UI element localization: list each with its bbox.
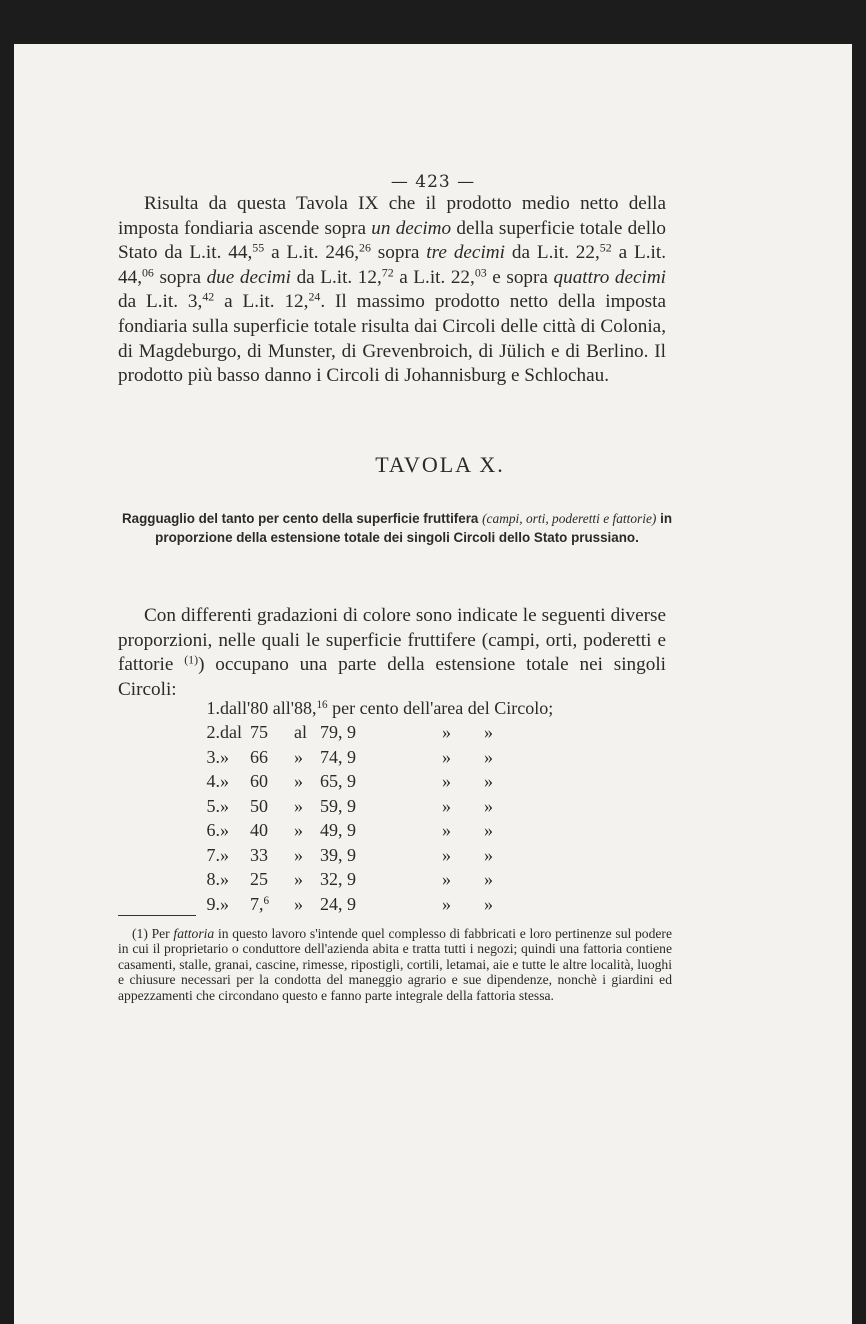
row-from-value: 66 xyxy=(250,746,268,767)
row-ditto: » xyxy=(484,795,493,816)
row-from-label: » xyxy=(220,795,229,816)
footnote: (1) Per fattoria in questo lavoro s'intende quel complesso di fabbricati e loro pertinenze sul podere in cui il proprietario o conduttore dell'azienda abita e tratta tutti i negozi; quindi una fattoria contiene casamenti, stalle, granai, cascine, rimesse, ripostigli, cortili, letamai, aie e tutte le altre località, luoghi e chiusure necessari per la condotta del maneggio agrario e sue dipendenze, nonchè i giardini ed appezzamenti che circondano questo e fanno parte integrale della fattoria stessa. xyxy=(118,926,672,1003)
row-ditto: » xyxy=(484,844,493,865)
row-to-value: 79, 9 xyxy=(320,722,356,743)
table-caption: Ragguaglio del tanto per cento della superficie fruttifera (campi, orti, poderetti e fattorie) in proporzione della estensione totale dei singoli Circoli dello Stato prussiano. xyxy=(121,511,673,545)
row-to-label: » xyxy=(294,844,303,865)
row-to-value: 49, 9 xyxy=(320,820,356,841)
row-from-value: 60 xyxy=(250,771,268,792)
list-row xyxy=(184,696,564,721)
row-to-value: 59, 9 xyxy=(320,795,356,816)
row-to-label: » xyxy=(294,795,303,816)
row-from-label: » xyxy=(220,869,229,890)
proportions-list xyxy=(184,696,564,917)
paragraph-proportions: Con differenti gradazioni di colore sono indicate le seguenti diverse proporzioni, nelle quali le superficie fruttifere (campi, orti, poderetti e fattorie $^{(1)}$) occupano una parte della estensione totale nei singoli Circoli: xyxy=(118,605,666,700)
row-to-label: » xyxy=(294,893,303,914)
row-ditto: » xyxy=(442,795,451,816)
row-ditto: » xyxy=(442,820,451,841)
row-ditto: » xyxy=(484,746,493,767)
row-to-value: 39, 9 xyxy=(320,844,356,865)
row-from-value: 50 xyxy=(250,795,268,816)
row-ditto: » xyxy=(484,893,493,914)
row-ditto: » xyxy=(442,771,451,792)
row-to-value: 24, 9 xyxy=(320,893,356,914)
row-ditto: » xyxy=(484,869,493,890)
row-to-label: al xyxy=(294,722,307,743)
row-from-label: » xyxy=(220,746,229,767)
list-row xyxy=(184,770,564,795)
row-from-value: 25 xyxy=(250,869,268,890)
footnote-rule xyxy=(118,915,196,916)
row-to-label: » xyxy=(294,746,303,767)
list-row xyxy=(184,721,564,746)
row-from-value: 33 xyxy=(250,844,268,865)
page xyxy=(14,44,852,1324)
row-from-label: » xyxy=(220,771,229,792)
row-to-value: 65, 9 xyxy=(320,771,356,792)
row-from-label: dal xyxy=(220,722,242,743)
row-number: 6. xyxy=(206,820,220,841)
row-ditto: » xyxy=(442,722,451,743)
row-from-value: 75 xyxy=(250,722,268,743)
list-row xyxy=(184,745,564,770)
paragraph-intro: Risulta da questa Tavola IX che il prodotto medio netto della imposta fondiaria ascende sopra un decimo della superficie totale dello Stato da L.it. 44,55 a L.it. 246,26 sopra tre decimi da L.it. 22,52 a L.it. 44,06 sopra due decimi da L.it. 12,72 a L.it. 22,03 e sopra quattro decimi da L.it. 3,42 a L.it. 12,24. Il massimo prodotto netto della imposta fondiaria sulla superficie totale risulta dai Circoli delle città di Colonia, di Magdeburgo, di Munster, di Grevenbroich, di Jülich e di Berlino. Il prodotto più basso danno i Circoli di Johannisburg e Schlochau. xyxy=(118,193,667,387)
row-to-value: 74, 9 xyxy=(320,746,356,767)
row-number: 8. xyxy=(206,869,220,890)
row-ditto: » xyxy=(484,820,493,841)
row-to-value: 32, 9 xyxy=(320,869,356,890)
row-text: dall'80 all'88,16 per cento dell'area del Circolo; xyxy=(220,697,554,718)
row-ditto: » xyxy=(442,844,451,865)
list-row xyxy=(184,892,564,917)
row-from-label: » xyxy=(220,893,229,914)
list-row xyxy=(184,868,564,893)
row-number: 1. xyxy=(206,697,220,718)
row-number: 2. xyxy=(206,722,220,743)
row-to-label: » xyxy=(294,771,303,792)
list-row xyxy=(184,843,564,868)
page-number: — 423 — xyxy=(390,172,476,192)
row-number: 4. xyxy=(206,771,220,792)
row-to-label: » xyxy=(294,869,303,890)
row-from-value: 40 xyxy=(250,820,268,841)
row-ditto: » xyxy=(484,771,493,792)
row-from-label: » xyxy=(220,820,229,841)
row-ditto: » xyxy=(442,869,451,890)
row-from-value: 7,$^6$ xyxy=(250,893,270,914)
row-ditto: » xyxy=(484,722,493,743)
row-to-label: » xyxy=(294,820,303,841)
row-number: 3. xyxy=(206,746,220,767)
row-number: 7. xyxy=(206,844,220,865)
table-title: TAVOLA X. xyxy=(375,452,505,477)
row-ditto: » xyxy=(442,893,451,914)
list-row xyxy=(184,794,564,819)
list-row xyxy=(184,819,564,844)
row-from-label: » xyxy=(220,844,229,865)
row-ditto: » xyxy=(442,746,451,767)
row-number: 5. xyxy=(206,795,220,816)
row-number: 9. xyxy=(206,893,220,914)
